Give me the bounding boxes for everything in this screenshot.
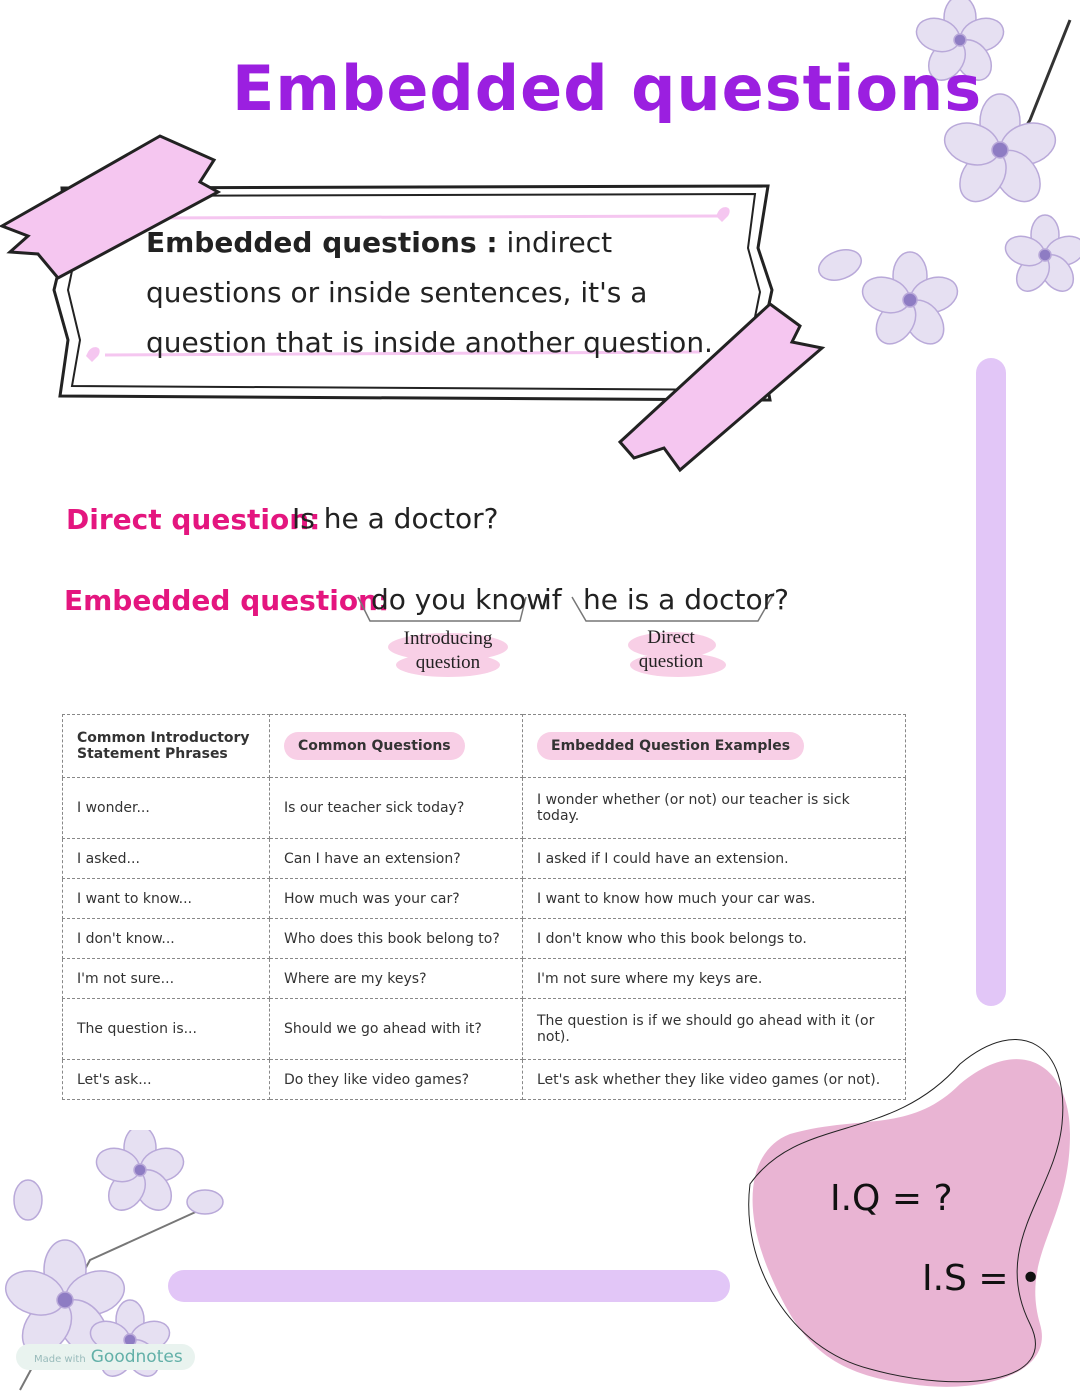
- embedded-intro-text: do you know: [371, 583, 550, 616]
- table-row: [63, 778, 906, 839]
- is-note: I.S = •: [922, 1258, 1042, 1299]
- embedded-direct-text: he is a doctor?: [583, 583, 789, 616]
- definition-body: indirect questions or inside sentences, it's a question that is inside another question.: [146, 226, 713, 359]
- direct-note-line1: Direct: [647, 627, 695, 648]
- table-cell: I asked...: [63, 839, 270, 879]
- introducing-question-note: [378, 627, 518, 675]
- table-cell: Let's ask whether they like video games (or not).: [523, 1060, 906, 1100]
- table-cell: I wonder whether (or not) our teacher is sick today.: [523, 778, 906, 839]
- table-cell: Who does this book belong to?: [270, 919, 523, 959]
- decorative-vertical-bar: [976, 358, 1006, 1006]
- goodnotes-watermark: [16, 1344, 195, 1370]
- table-cell: The question is...: [63, 999, 270, 1060]
- table-cell: The question is if we should go ahead with it (or not).: [523, 999, 906, 1060]
- iq-note: I.Q = ?: [830, 1178, 953, 1219]
- table-cell: I want to know how much your car was.: [523, 879, 906, 919]
- watermark-brand: Goodnotes: [90, 1347, 183, 1367]
- table-cell: I want to know...: [63, 879, 270, 919]
- definition-term: Embedded questions :: [146, 226, 498, 259]
- table-cell: I'm not sure where my keys are.: [523, 959, 906, 999]
- decorative-horizontal-bar: [168, 1270, 730, 1302]
- table-row: [63, 879, 906, 919]
- introducing-note-line1: Introducing: [403, 628, 493, 649]
- table-cell: I don't know who this book belongs to.: [523, 919, 906, 959]
- page-title: Embedded questions: [232, 52, 983, 125]
- definition-text: [146, 218, 746, 368]
- table-cell: Do they like video games?: [270, 1060, 523, 1100]
- table-row: [63, 839, 906, 879]
- table-cell: Let's ask...: [63, 1060, 270, 1100]
- table-cell: Should we go ahead with it?: [270, 999, 523, 1060]
- direct-question-note: [601, 626, 741, 674]
- direct-question-text: Is he a doctor?: [292, 502, 499, 535]
- embedded-question-label: Embedded question:: [64, 584, 390, 617]
- header-embedded-examples-label: Embedded Question Examples: [537, 732, 804, 760]
- table-row: [63, 959, 906, 999]
- table-header-row: [63, 715, 906, 778]
- table-cell: I asked if I could have an extension.: [523, 839, 906, 879]
- table-cell: Where are my keys?: [270, 959, 523, 999]
- table-cell: Can I have an extension?: [270, 839, 523, 879]
- header-embedded-examples: [523, 715, 906, 778]
- table-cell: How much was your car?: [270, 879, 523, 919]
- header-common-questions-label: Common Questions: [284, 732, 465, 760]
- watermark-small-text: Made with: [34, 1354, 86, 1365]
- embedded-connector-text: if: [544, 583, 562, 616]
- header-intro-phrases: Common Introductory Statement Phrases: [63, 715, 270, 778]
- table-cell: I wonder...: [63, 778, 270, 839]
- direct-question-label: Direct question:: [66, 503, 321, 536]
- table-cell: I don't know...: [63, 919, 270, 959]
- header-common-questions: [270, 715, 523, 778]
- table-cell: I'm not sure...: [63, 959, 270, 999]
- introducing-note-line2: question: [415, 652, 481, 673]
- table-cell: Is our teacher sick today?: [270, 778, 523, 839]
- direct-note-line2: question: [638, 651, 704, 672]
- table-row: [63, 919, 906, 959]
